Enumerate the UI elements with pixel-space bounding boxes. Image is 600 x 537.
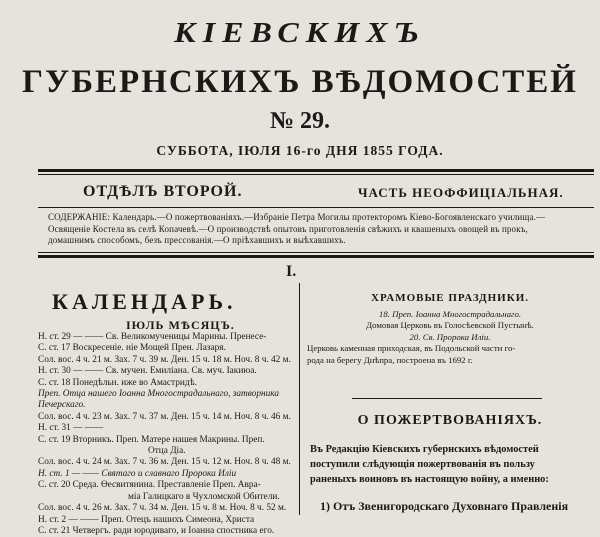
calendar-line: С. ст. 21 Четвергъ. ради юродиваго, и Іоанна спостника его. — [38, 526, 294, 537]
feasts-title: ХРАМОВЫЕ ПРАЗДНИКИ. — [307, 292, 593, 304]
column-divider — [299, 283, 300, 515]
calendar-line: Сол. вос. 4 ч. 24 м. Зах. 7 ч. 36 м. Ден. 15 ч. 12 м. Ноч. 8 ч. 48 м. — [38, 457, 294, 468]
calendar-line: Н. ст. 1 — —— Святаго и славнаго Пророка Иліи — [38, 469, 294, 480]
contents-line: домашнимъ способомъ, безъ прессованія.—О пріѣхавшихъ и выѣхавшихъ. — [48, 235, 588, 247]
calendar-line: Сол. вос. 4 ч. 23 м. Зах. 7 ч. 37 м. Ден. 15 ч. 14 м. Ноч. 8 ч. 46 м. — [38, 412, 294, 423]
feast-line: рода на берегу Днѣпра, построена въ 1692 г. — [307, 355, 593, 366]
feast-line: 20. Св. Пророка Иліи. — [307, 332, 593, 343]
donations-item: 1) Отъ Звенигородскаго Духовнаго Правленія — [320, 499, 568, 514]
feasts-rule — [352, 398, 542, 399]
calendar-line: С. ст. 17 Воскресеніе. ніе Мощей Прен. Лазаря. — [38, 343, 294, 354]
contents-rule-thick — [38, 255, 594, 258]
calendar-entries — [38, 332, 294, 537]
issue-number: № 29. — [0, 108, 600, 135]
calendar-line: Н. ст. 29 — —— Св. Великомученицы Марины. Пренесе- — [38, 332, 294, 343]
calendar-entry — [38, 469, 294, 515]
donations-text — [310, 442, 590, 487]
calendar-entry — [38, 332, 294, 366]
calendar-line: Н. ст. 2 — —— Преп. Отецъ нашихъ Симеона, Христа — [38, 515, 294, 526]
feast-line: 18. Преп. Іоанна Многострадальнаго. — [307, 309, 593, 320]
feast-line: Церковь каменная приходская, въ Подольской части го- — [307, 343, 593, 354]
table-of-contents — [48, 212, 588, 247]
calendar-entry — [38, 366, 294, 423]
feast-line: Домовая Церковь въ Голосѣевской Пустынѣ. — [307, 320, 593, 331]
part-title: ЧАСТЬ НЕОФФИЦІАЛЬНАЯ. — [358, 185, 564, 201]
calendar-line: Отца Діа. — [38, 446, 294, 457]
calendar-line: С. ст. 19 Вторникъ. Преп. Матере нашея Макрины. Преп. — [38, 435, 294, 446]
calendar-line: С. ст. 20 Среда. Ѳесвитянина. Преставленіе Преп. Авра- — [38, 480, 294, 491]
calendar-title: КАЛЕНДАРЬ. — [52, 289, 237, 315]
calendar-line: Н. ст. 30 — —— Св. мучен. Емиліана. Св. муч. Іакиюа. — [38, 366, 294, 377]
donations-line: раненыхъ воиновъ въ настоящую войну, а именно: — [310, 472, 590, 487]
calendar-line: міа Галицкаго в Чухломской Обители. — [38, 492, 294, 503]
feasts-list — [307, 309, 593, 366]
section-roman-numeral: I. — [286, 263, 296, 281]
calendar-month: ІЮЛЬ МѢСЯЦЪ. — [126, 318, 235, 333]
contents-line: Освященіе Костела въ селѣ Копачевѣ.—О производствѣ опытовъ приготовленія свѣжихъ и квашеныхъ овощей въ прокъ, — [48, 224, 588, 236]
donations-line: поступили слѣдующія пожертвованія въ пользу — [310, 457, 590, 472]
contents-line: СОДЕРЖАНІЕ: Календарь.—О пожертвованіяхъ.—Избраніе Петра Могилы протекторомъ Кіево-Богоявленскаго училища.— — [48, 212, 588, 224]
masthead-title-line1: КІЕВСКИХЪ — [0, 16, 600, 49]
calendar-entry — [38, 423, 294, 469]
calendar-line: Н. ст. 31 — —— — [38, 423, 294, 434]
header-rule-top-thin — [38, 174, 594, 175]
header-rule-top — [38, 169, 594, 172]
donations-line: Въ Редакцію Кіевскихъ губернскихъ вѣдомостей — [310, 442, 590, 457]
contents-rule-thin — [38, 252, 594, 253]
calendar-line: Сол. вос. 4 ч. 21 м. Зах. 7 ч. 39 м. Ден. 15 ч. 18 м. Ноч. 8 ч. 42 м. — [38, 355, 294, 366]
section-rule — [38, 207, 594, 208]
calendar-line: Преп. Отца нашего Іоанна Многострадальнаго, затворника — [38, 389, 294, 400]
calendar-line: Печерскаго. — [38, 400, 294, 411]
donations-title: О ПОЖЕРТВОВАНІЯХЪ. — [307, 413, 593, 429]
dateline: СУББОТА, ІЮЛЯ 16-го ДНЯ 1855 ГОДА. — [0, 143, 600, 159]
calendar-line: С. ст. 18 Понедѣльн. иже во Амастридѣ. — [38, 378, 294, 389]
calendar-entry — [38, 515, 294, 537]
masthead-title-line2: ГУБЕРНСКИХЪ ВѢДОМОСТЕЙ — [0, 64, 600, 101]
calendar-line: Сол. вос. 4 ч. 26 м. Зах. 7 ч. 34 м. Ден. 15 ч. 8 м. Ноч. 8 ч. 52 м. — [38, 503, 294, 514]
section-title: ОТДѢЛЪ ВТОРОЙ. — [83, 183, 242, 201]
